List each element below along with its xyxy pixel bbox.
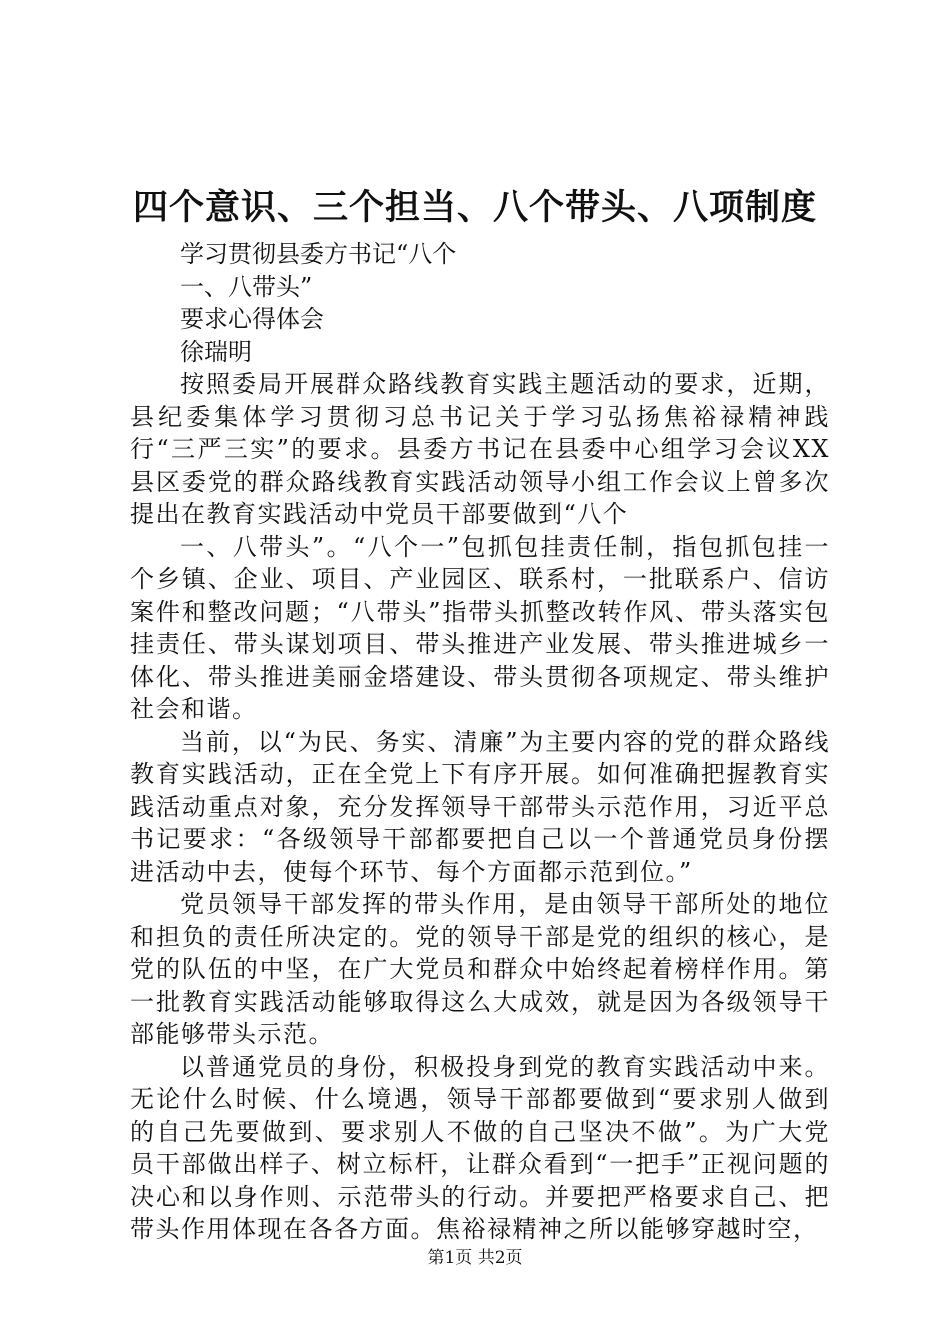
intro-line: 学习贯彻县委方书记“八个 [180, 240, 457, 268]
intro-line: 要求心得体会 [180, 305, 324, 333]
intro-block [180, 238, 456, 368]
document-body [130, 368, 830, 1246]
body-paragraph: 以普通党员的身份，积极投身到党的教育实践活动中来。无论什么时候、什么境遇，领导干部都要做到“要求别人做到的自己先要做到、要求别人不做的自己坚决不做”。为广大党员干部做出样子、树立标杆，让群众看到“一把手”正视问题的决心和以身作则、示范带头的行动。并要把严格要求自己、把带头作用体现在各各方面。焦裕禄精神之所以能够穿越时空， [130, 1052, 830, 1243]
body-paragraph: 一、八带头”。“八个一”包抓包挂责任制，指包抓包挂一个乡镇、企业、项目、产业园区、联系村，一批联系户、信访案件和整改问题；“八带头”指带头抓整改转作风、带头落实包挂责任、带头谋划项目、带头推进产业发展、带头推进城乡一体化、带头推进美丽金塔建设、带头贯彻各项规定、带头维护社会和谐。 [130, 532, 830, 723]
body-paragraph: 当前，以“为民、务实、清廉”为主要内容的党的群众路线教育实践活动，正在全党上下有序开展。如何准确把握教育实践活动重点对象，充分发挥领导干部带头示范作用，习近平总书记要求：“各级领导干部都要把自己以一个普通党员身份摆进活动中去，使每个环节、每个方面都示范到位。” [130, 727, 830, 886]
body-paragraph: 按照委局开展群众路线教育实践主题活动的要求，近期，县纪委集体学习贯彻习总书记关于学习弘扬焦裕禄精神践行“三严三实”的要求。县委方书记在县委中心组学习会议XX县区委党的群众路线教育实践活动领导小组工作会议上曾多次提出在教育实践活动中党员干部要做到“八个 [130, 370, 830, 528]
author-name: 徐瑞明 [180, 337, 252, 366]
page-footer: 第1页 共2页 [427, 1248, 523, 1268]
intro-line: 一、八带头” [180, 272, 313, 301]
body-paragraph: 党员领导干部发挥的带头作用，是由领导干部所处的地位和担负的责任所决定的。党的领导干部是党的组织的核心，是党的队伍的中坚，在广大党员和群众中始终起着榜样作用。第一批教育实践活动能够取得这么大成效，就是因为各级领导干部能够带头示范。 [130, 890, 830, 1048]
document-title: 四个意识、三个担当、八个带头、八项制度 [132, 187, 817, 228]
